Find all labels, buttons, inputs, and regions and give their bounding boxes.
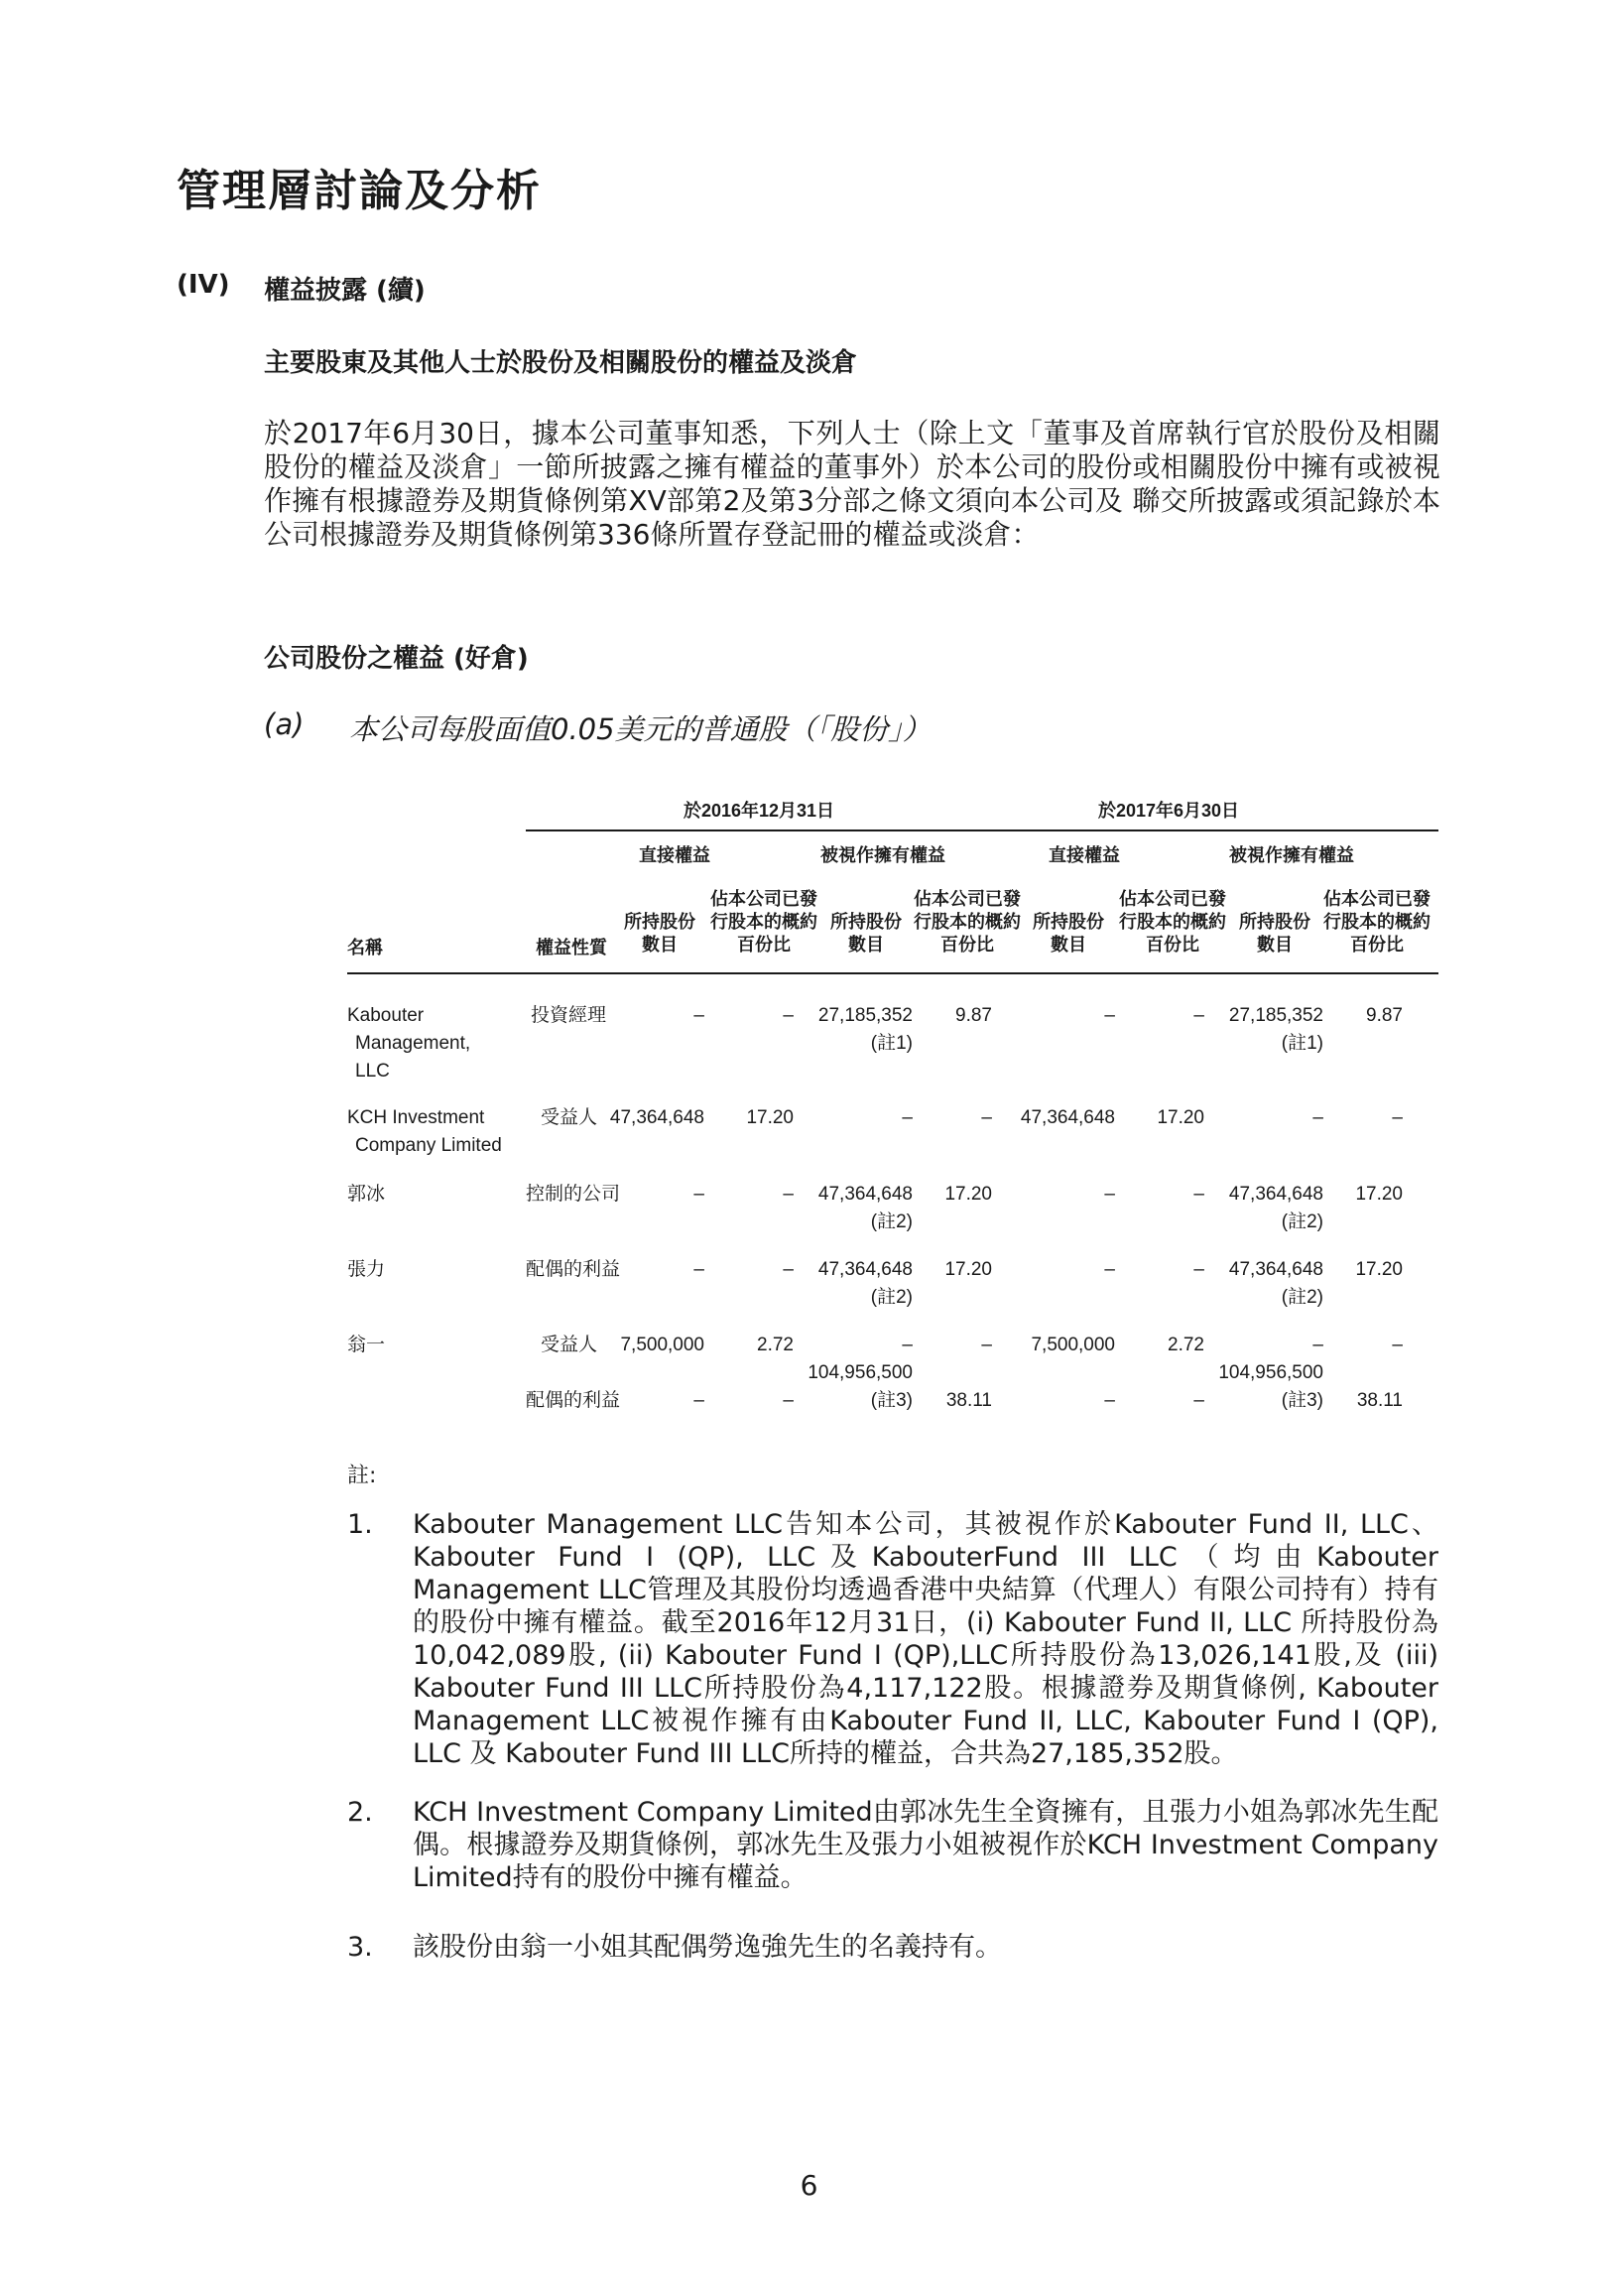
deemed-2017-header: 被視作擁有權益 xyxy=(1229,845,1354,865)
cell-direct-pct-2017: – xyxy=(1193,1390,1204,1411)
row-name: Kabouter xyxy=(347,1005,425,1026)
cell-deemed-shares-2016: 104,956,500 xyxy=(808,1362,913,1383)
cell-direct-pct-2017: 17.20 xyxy=(1157,1107,1204,1128)
cell-deemed-shares-2016: 27,185,352 xyxy=(817,1005,913,1026)
cell-direct-pct-2017: – xyxy=(1193,1184,1204,1205)
cell-direct-pct-2016: – xyxy=(783,1184,794,1205)
shares-col-header: 所持股份 數目 xyxy=(624,912,695,955)
section-number: (IV) xyxy=(177,270,230,300)
cell-deemed-pct-2017: – xyxy=(1392,1335,1403,1355)
item-a-label: (a) xyxy=(264,707,305,741)
subheading-substantial-shareholders: 主要股東及其他人士於股份及相關股份的權益及淡倉 xyxy=(264,348,858,378)
cell-note-ref: (註2) xyxy=(1281,1212,1323,1232)
cell-direct-shares-2017: – xyxy=(1104,1005,1115,1026)
cell-note-ref: (註1) xyxy=(870,1033,913,1054)
percentage-col-header: 佔本公司已發 行股本的概約 百份比 xyxy=(1119,889,1226,955)
cell-deemed-shares-2017: 104,956,500 xyxy=(1218,1362,1323,1383)
cell-deemed-shares-2016: 47,364,648 xyxy=(817,1184,913,1205)
note-number: 2. xyxy=(347,1797,373,1828)
cell-direct-pct-2016: – xyxy=(783,1005,794,1026)
cell-deemed-pct-2016: – xyxy=(981,1107,992,1128)
shares-col-header: 所持股份 數目 xyxy=(830,912,902,955)
cell-direct-shares-2016: – xyxy=(693,1259,704,1280)
item-a-text: 本公司每股面值0.05美元的普通股（「股份」） xyxy=(349,712,932,746)
cell-note-ref: (註2) xyxy=(1281,1287,1323,1308)
row-nature: 投資經理 xyxy=(531,1005,607,1026)
cell-deemed-shares-2016: – xyxy=(902,1107,913,1128)
cell-direct-pct-2017: 2.72 xyxy=(1168,1335,1204,1355)
nature-col-header: 權益性質 xyxy=(536,938,607,957)
row-name: LLC xyxy=(355,1061,390,1082)
section-title: 權益披露 (續) xyxy=(264,276,426,306)
cell-deemed-shares-2017: 47,364,648 xyxy=(1228,1184,1323,1205)
cell-direct-shares-2016: – xyxy=(693,1390,704,1411)
row-nature: 控制的公司 xyxy=(526,1184,621,1205)
cell-deemed-shares-2016: – xyxy=(902,1335,913,1355)
cell-deemed-pct-2017: 17.20 xyxy=(1355,1259,1403,1280)
cell-direct-pct-2017: – xyxy=(1193,1259,1204,1280)
cell-direct-shares-2017: 47,364,648 xyxy=(1020,1107,1115,1128)
intro-paragraph: 於2017年6月30日，據本公司董事知悉，下列人士（除上文「董事及首席執行官於股份及相關股份的權益及淡倉」一節所披露之擁有權益的董事外）於本公司的股份或相關股份中擁有或被視作擁有根據證券及期貨條例第XV部第2及第3分部之條文須向本公司及 聯交所披露或須記錄於本公司根據證券及期貨條例第336條所置存登記冊的權益或淡倉： xyxy=(264,417,1440,551)
row-nature: 受益人 xyxy=(541,1107,598,1128)
cell-deemed-pct-2017: – xyxy=(1392,1107,1403,1128)
note-text: KCH Investment Company Limited由郭冰先生全資擁有，且張力小姐為郭冰先生配偶。根據證券及期貨條例，郭冰先生及張力小姐被視作於KCH Investment Company Limited持有的股份中擁有權益。 xyxy=(413,1797,1438,1893)
notes-label: 註: xyxy=(347,1464,377,1488)
cell-deemed-pct-2016: 9.87 xyxy=(955,1005,992,1026)
cell-direct-pct-2016: – xyxy=(783,1259,794,1280)
cell-direct-shares-2016: 47,364,648 xyxy=(609,1107,704,1128)
cell-deemed-shares-2017: 47,364,648 xyxy=(1228,1259,1323,1280)
cell-direct-pct-2017: – xyxy=(1193,1005,1204,1026)
cell-deemed-shares-2017: – xyxy=(1312,1335,1323,1355)
row-nature: 配偶的利益 xyxy=(526,1390,621,1411)
cell-deemed-pct-2016: 38.11 xyxy=(945,1390,992,1411)
cell-deemed-pct-2016: – xyxy=(981,1335,992,1355)
cell-direct-shares-2016: 7,500,000 xyxy=(620,1335,704,1355)
cell-direct-shares-2016: – xyxy=(693,1184,704,1205)
direct-2017-header: 直接權益 xyxy=(1049,845,1120,865)
percentage-col-header: 佔本公司已發 行股本的概約 百份比 xyxy=(710,889,817,955)
row-name: 張力 xyxy=(347,1259,386,1280)
cell-direct-shares-2017: – xyxy=(1104,1184,1115,1205)
cell-direct-shares-2016: – xyxy=(693,1005,704,1026)
cell-direct-shares-2017: – xyxy=(1104,1390,1115,1411)
page-number: 6 xyxy=(800,2169,818,2202)
row-nature: 受益人 xyxy=(541,1335,598,1355)
percentage-col-header: 佔本公司已發 行股本的概約 百份比 xyxy=(1323,889,1431,955)
shares-col-header: 所持股份 數目 xyxy=(1033,912,1104,955)
cell-direct-pct-2016: 2.72 xyxy=(757,1335,794,1355)
cell-deemed-pct-2017: 9.87 xyxy=(1366,1005,1403,1026)
percentage-col-header: 佔本公司已發 行股本的概約 百份比 xyxy=(914,889,1021,955)
row-nature: 配偶的利益 xyxy=(526,1259,621,1280)
row-name: Management, xyxy=(355,1033,471,1054)
note-number: 3. xyxy=(347,1932,373,1963)
name-col-header: 名稱 xyxy=(347,938,383,957)
cell-direct-pct-2016: 17.20 xyxy=(746,1107,794,1128)
header-rule-bottom xyxy=(347,972,1438,974)
cell-deemed-shares-2016: 47,364,648 xyxy=(817,1259,913,1280)
period-2017-header: 於2017年6月30日 xyxy=(1097,801,1240,821)
cell-deemed-shares-2017: 27,185,352 xyxy=(1228,1005,1323,1026)
direct-2016-header: 直接權益 xyxy=(639,845,710,865)
cell-deemed-shares-2017: – xyxy=(1312,1107,1323,1128)
note-number: 1. xyxy=(347,1509,373,1540)
cell-deemed-pct-2017: 17.20 xyxy=(1355,1184,1403,1205)
cell-note-ref: (註3) xyxy=(1281,1390,1323,1411)
period-2016-header: 於2016年12月31日 xyxy=(683,801,835,821)
header-rule-top xyxy=(526,829,1438,831)
cell-deemed-pct-2016: 17.20 xyxy=(944,1259,992,1280)
shares-col-header: 所持股份 數目 xyxy=(1239,912,1310,955)
deemed-2016-header: 被視作擁有權益 xyxy=(820,845,945,865)
cell-deemed-pct-2016: 17.20 xyxy=(944,1184,992,1205)
cell-note-ref: (註1) xyxy=(1281,1033,1323,1054)
page-title: 管理層討論及分析 xyxy=(177,166,542,216)
row-name: KCH Investment xyxy=(347,1107,485,1128)
note-text: 該股份由翁一小姐其配偶勞逸強先生的名義持有。 xyxy=(413,1932,1002,1963)
row-name: 郭冰 xyxy=(347,1184,386,1205)
cell-direct-shares-2017: 7,500,000 xyxy=(1031,1335,1115,1355)
cell-note-ref: (註2) xyxy=(870,1287,913,1308)
cell-note-ref: (註3) xyxy=(870,1390,913,1411)
row-name: 翁一 xyxy=(347,1335,386,1355)
interests-table xyxy=(347,794,1438,1429)
cell-direct-shares-2017: – xyxy=(1104,1259,1115,1280)
cell-note-ref: (註2) xyxy=(870,1212,913,1232)
cell-deemed-pct-2017: 38.11 xyxy=(1356,1390,1403,1411)
subheading-interests-in-shares: 公司股份之權益 (好倉) xyxy=(264,644,529,674)
cell-direct-pct-2016: – xyxy=(783,1390,794,1411)
note-text: Kabouter Management LLC告知本公司，其被視作於Kabouter Fund II, LLC、Kabouter Fund I (QP), LLC及KabouterFund III LLC（均由Kabouter Management LLC管理及其股份均透過香港中央結算（代理人）有限公司持有）持有的股份中擁有權益。截至2016年12月31日，(i) Kabouter Fund II, LLC 所持股份為10,042,089股, (ii) Kabouter Fund I (QP),LLC所持股份為13,026,141股,及 (iii) Kabouter Fund III LLC所持股份為4,117,122股。根據證券及期貨條例, Kabouter Management LLC被視作擁有由Kabouter Fund II, LLC, Kabouter Fund I (QP), LLC 及 Kabouter Fund III LLC所持的權益，合共為27,185,352股。 xyxy=(413,1509,1438,1769)
row-name: Company Limited xyxy=(355,1135,502,1156)
